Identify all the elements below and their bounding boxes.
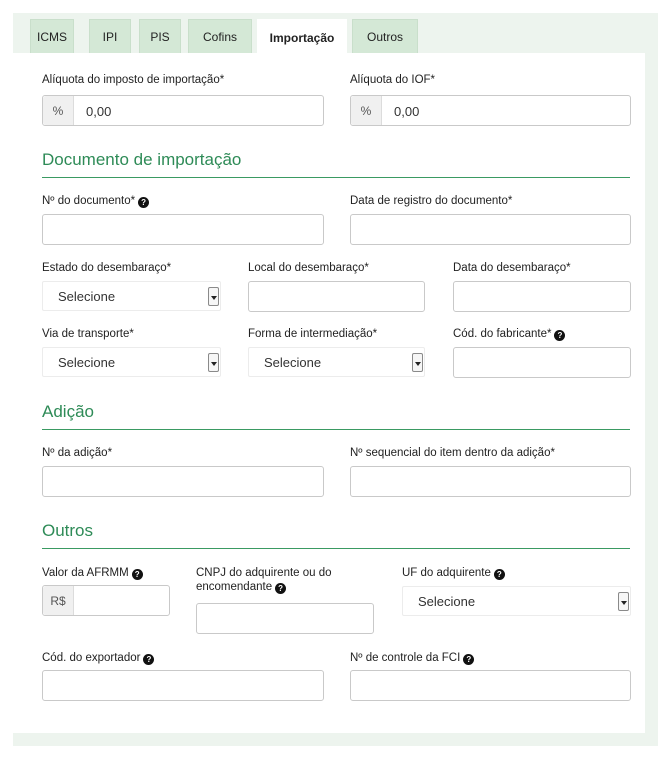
help-icon[interactable]: ? xyxy=(275,583,286,594)
help-icon[interactable]: ? xyxy=(463,654,474,665)
afrmm-label-text: Valor da AFRMM xyxy=(42,567,129,579)
acquirer-uf-select[interactable] xyxy=(402,586,631,616)
tab-cofins[interactable] xyxy=(188,19,252,54)
chevron-down-icon xyxy=(208,287,219,306)
intermediation-select[interactable] xyxy=(248,347,425,377)
tab-outros[interactable] xyxy=(352,19,418,54)
section-divider xyxy=(42,429,630,430)
clearance-state-select[interactable] xyxy=(42,281,221,311)
acquirer-cnpj-label xyxy=(196,566,356,594)
acquirer-cnpj-label-text: CNPJ do adquirente ou do encomendante xyxy=(196,567,332,593)
section-title-documento: Documento de importação xyxy=(42,150,242,169)
tab-importacao[interactable] xyxy=(257,19,347,55)
clearance-location-input[interactable] xyxy=(248,281,425,312)
acquirer-uf-label-text: UF do adquirente xyxy=(402,567,491,579)
tab-icms[interactable] xyxy=(30,19,74,54)
manufacturer-code-label xyxy=(453,327,565,341)
document-number-label-text: Nº do documento* xyxy=(42,195,136,207)
document-number-label xyxy=(42,194,149,208)
document-number-input[interactable] xyxy=(42,214,324,245)
document-registration-date-label: Data de registro do documento* xyxy=(350,195,513,207)
clearance-state-label: Estado do desembaraço* xyxy=(42,262,172,274)
document-registration-date-input[interactable] xyxy=(350,214,631,245)
tab-label: Outros xyxy=(366,30,403,44)
percent-addon: % xyxy=(43,96,74,125)
chevron-down-icon xyxy=(618,592,629,611)
clearance-date-label: Data do desembaraço* xyxy=(453,262,571,274)
percent-addon: % xyxy=(351,96,382,125)
chevron-down-icon xyxy=(208,353,219,372)
clearance-date-input[interactable] xyxy=(453,281,631,312)
clearance-location-label: Local do desembaraço* xyxy=(248,262,369,274)
acquirer-cnpj-input[interactable] xyxy=(196,603,374,634)
transport-mode-select[interactable] xyxy=(42,347,221,377)
help-icon[interactable]: ? xyxy=(138,197,149,208)
tab-ipi[interactable] xyxy=(89,19,131,54)
intermediation-label: Forma de intermediação* xyxy=(248,328,378,340)
ii-rate-input[interactable] xyxy=(42,95,324,126)
exporter-code-label-text: Cód. do exportador xyxy=(42,652,141,664)
tab-label: IPI xyxy=(102,30,118,44)
section-divider xyxy=(42,548,630,549)
manufacturer-code-label-text: Cód. do fabricante* xyxy=(453,328,552,340)
acquirer-uf-value: Selecione xyxy=(418,594,476,609)
transport-mode-label: Via de transporte* xyxy=(42,328,134,340)
fci-control-input[interactable] xyxy=(350,670,631,701)
iof-rate-label: Alíquota do IOF* xyxy=(350,74,436,86)
help-icon[interactable]: ? xyxy=(143,654,154,665)
help-icon[interactable]: ? xyxy=(554,330,565,341)
help-icon[interactable]: ? xyxy=(494,569,505,580)
tab-label: Cofins xyxy=(202,30,237,44)
addition-number-input[interactable] xyxy=(42,466,324,497)
addition-sequence-input[interactable] xyxy=(350,466,631,497)
afrmm-label xyxy=(42,566,143,580)
addition-sequence-label: Nº sequencial do item dentro da adição* xyxy=(350,447,555,459)
currency-addon: R$ xyxy=(43,586,74,615)
help-icon[interactable]: ? xyxy=(132,569,143,580)
ii-rate-label: Alíquota do imposto de importação* xyxy=(42,74,225,86)
section-title-outros: Outros xyxy=(42,521,94,540)
iof-rate-input[interactable] xyxy=(350,95,631,126)
chevron-down-icon xyxy=(412,353,423,372)
afrmm-input[interactable] xyxy=(42,585,170,616)
tab-label: Importação xyxy=(269,30,335,45)
clearance-state-value: Selecione xyxy=(58,289,116,304)
iof-rate-value: 0,00 xyxy=(394,104,420,119)
acquirer-uf-label xyxy=(402,566,505,580)
section-divider xyxy=(42,177,630,178)
fci-control-label xyxy=(350,651,474,665)
ii-rate-value: 0,00 xyxy=(86,104,112,119)
tab-label: PIS xyxy=(150,30,170,44)
section-title-adicao: Adição xyxy=(42,402,94,421)
tab-label: ICMS xyxy=(37,30,67,44)
exporter-code-label xyxy=(42,651,154,665)
exporter-code-input[interactable] xyxy=(42,670,324,701)
transport-mode-value: Selecione xyxy=(58,355,116,370)
fci-control-label-text: Nº de controle da FCI xyxy=(350,652,461,664)
tab-pis[interactable] xyxy=(139,19,181,54)
manufacturer-code-input[interactable] xyxy=(453,347,631,378)
addition-number-label: Nº da adição* xyxy=(42,447,113,459)
intermediation-value: Selecione xyxy=(264,355,322,370)
